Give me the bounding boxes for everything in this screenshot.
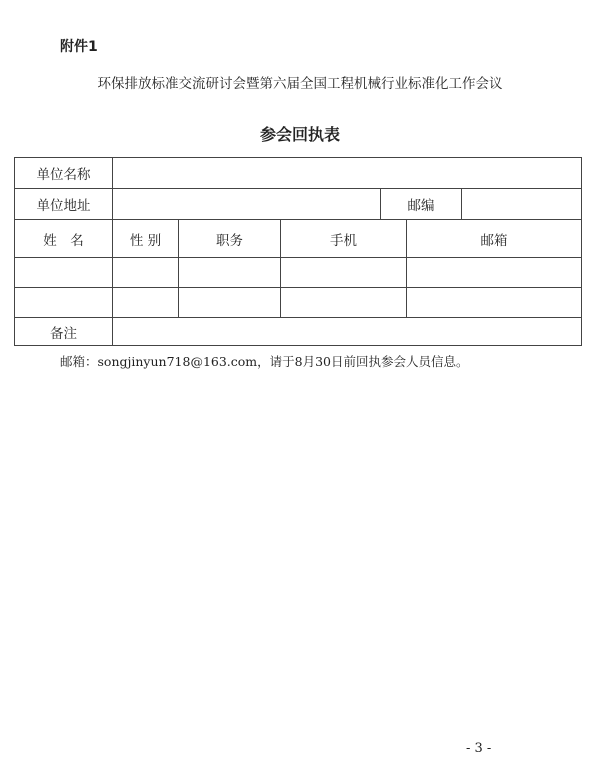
attendee-email-field[interactable] (407, 288, 581, 317)
attendee-name-field[interactable] (15, 258, 112, 287)
attendee-mobile-field[interactable] (281, 258, 406, 287)
form-title: 参会回执表 (259, 125, 340, 144)
attachment-label: 附件1 (60, 39, 98, 55)
remarks-field[interactable] (113, 318, 581, 346)
attendee-gender-field[interactable] (113, 258, 178, 287)
postcode-field[interactable] (462, 189, 581, 219)
attendee-position-field[interactable] (179, 288, 280, 317)
registration-form-table (14, 157, 582, 346)
attendee-email-field[interactable] (407, 258, 581, 287)
unit-name-field[interactable] (113, 158, 581, 188)
unit-address-field[interactable] (113, 189, 380, 219)
attendee-gender-field[interactable] (113, 288, 178, 317)
attendee-position-field[interactable] (179, 258, 280, 287)
column-header-mobile: 手机 (330, 232, 357, 249)
page-number: - 3 - (466, 741, 492, 756)
column-header-gender: 性 别 (129, 232, 162, 249)
unit-address-label: 单位地址 (36, 198, 91, 214)
column-header-email: 邮箱 (480, 232, 508, 249)
column-header-position: 职务 (216, 232, 243, 249)
conference-title: 环保排放标准交流研讨会暨第六届全国工程机械行业标准化工作会议 (97, 76, 503, 92)
attendee-mobile-field[interactable] (281, 288, 406, 317)
postcode-label: 邮编 (407, 198, 435, 214)
submission-note: 邮箱：songjinyun718@163.com，请于8月30日前回执参会人员信息。 (60, 354, 469, 369)
attendee-name-field[interactable] (15, 288, 112, 317)
unit-name-label: 单位名称 (36, 167, 91, 183)
column-header-name: 姓 名 (43, 232, 84, 249)
remarks-label: 备注 (50, 326, 77, 342)
